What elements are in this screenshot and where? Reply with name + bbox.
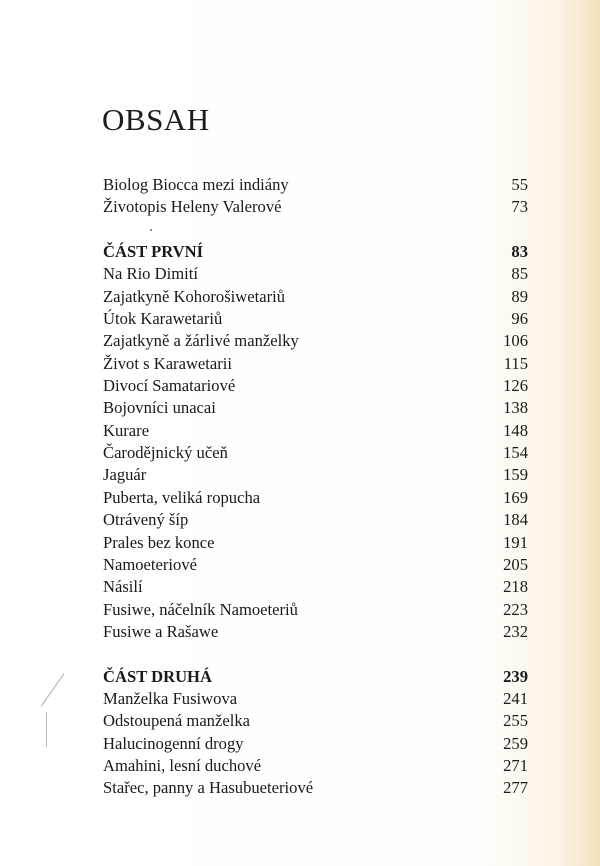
page-title: OBSAH — [102, 102, 210, 137]
entry-page-number: 218 — [503, 577, 528, 597]
entry-title: Násilí — [103, 577, 143, 597]
entry-page-number: 241 — [503, 688, 528, 708]
entry-page-number: 55 — [511, 175, 528, 194]
toc-entry — [103, 755, 528, 777]
entry-page-number: 126 — [503, 376, 528, 396]
toc-entry — [103, 330, 528, 352]
entry-title: Puberta, veliká ropucha — [103, 487, 261, 507]
toc-entry — [103, 688, 528, 710]
entry-page-number: 191 — [503, 532, 528, 552]
entry-title: Život s Karawetarii — [103, 353, 233, 373]
toc-entry — [103, 621, 528, 643]
table-of-contents — [103, 174, 528, 800]
entry-page-number: 239 — [503, 666, 528, 686]
entry-title: Manželka Fusiwova — [103, 688, 238, 708]
scan-scratch — [41, 673, 65, 706]
part-two-section — [103, 666, 528, 800]
part-heading — [103, 666, 528, 688]
intro-section — [103, 174, 528, 219]
entry-title: Amahini, lesní duchové — [103, 755, 262, 775]
entry-page-number: 138 — [503, 398, 528, 418]
toc-entry — [103, 599, 528, 621]
entry-page-number: 159 — [503, 465, 528, 485]
entry-title: Divocí Samatariové — [103, 376, 236, 396]
entry-page-number: 73 — [511, 197, 528, 217]
section-gap — [103, 643, 528, 665]
entry-page-number: 232 — [503, 621, 528, 641]
toc-entry — [103, 733, 528, 755]
toc-entry — [103, 487, 528, 509]
toc-entry — [103, 554, 528, 576]
section-gap — [103, 219, 528, 241]
entry-title: Útok Karawetariů — [103, 309, 223, 329]
entry-title: Jaguár — [103, 465, 147, 485]
entry-page-number: 148 — [503, 420, 528, 440]
entry-page-number: 277 — [503, 778, 528, 798]
toc-entry — [103, 174, 528, 196]
entry-page-number: 89 — [511, 286, 528, 306]
entry-page-number: 255 — [503, 711, 528, 731]
entry-page-number: 83 — [511, 242, 528, 262]
entry-title: Otrávený šíp — [103, 510, 189, 530]
entry-title: Stařec, panny a Hasubueteriové — [103, 778, 314, 798]
toc-entry — [103, 576, 528, 598]
toc-entry — [103, 286, 528, 308]
toc-entry — [103, 375, 528, 397]
entry-title: Bojovníci unacai — [103, 398, 216, 418]
entry-page-number: 96 — [511, 309, 528, 329]
toc-entry — [103, 196, 528, 218]
entry-title: Zajatkyně a žárlivé manželky — [103, 331, 299, 351]
part-heading — [103, 241, 528, 263]
entry-page-number: 184 — [503, 510, 528, 530]
entry-title: Fusiwe a Rašawe — [103, 621, 219, 641]
entry-title: Zajatkyně Kohorošiwetariů — [103, 286, 286, 306]
entry-page-number: 85 — [511, 264, 528, 284]
part-one-section — [103, 241, 528, 643]
toc-entry — [103, 777, 528, 799]
entry-title: Halucinogenní drogy — [103, 733, 244, 753]
entry-page-number: 271 — [503, 755, 528, 775]
toc-entry — [103, 308, 528, 330]
entry-title: Na Rio Dimití — [103, 264, 198, 284]
entry-page-number: 259 — [503, 733, 528, 753]
entry-title: Fusiwe, náčelník Namoeteriů — [103, 599, 298, 619]
scan-scratch — [46, 712, 47, 747]
entry-page-number: 106 — [503, 331, 528, 351]
entry-title: Prales bez konce — [103, 532, 215, 552]
toc-entry — [103, 532, 528, 554]
toc-entry — [103, 710, 528, 732]
toc-entry — [103, 397, 528, 419]
entry-title: Čarodějnický učeň — [103, 443, 228, 463]
entry-title: Kurare — [103, 420, 150, 440]
toc-entry — [103, 353, 528, 375]
entry-title: Biolog Biocca mezi indiány — [103, 175, 289, 194]
entry-page-number: 154 — [503, 443, 528, 463]
entry-title: Odstoupená manželka — [103, 711, 250, 731]
scan-speck — [150, 229, 152, 231]
toc-entry — [103, 509, 528, 531]
toc-entry — [103, 263, 528, 285]
entry-page-number: 115 — [503, 353, 528, 373]
entry-title: Životopis Heleny Valerové — [103, 197, 282, 217]
entry-page-number: 205 — [503, 554, 528, 574]
toc-entry — [103, 420, 528, 442]
entry-title: ČÁST DRUHÁ — [103, 666, 212, 686]
entry-page-number: 223 — [503, 599, 528, 619]
toc-entry — [103, 442, 528, 464]
entry-page-number: 169 — [503, 487, 528, 507]
toc-entry — [103, 464, 528, 486]
entry-title: Namoeteriové — [103, 554, 197, 574]
entry-title: ČÁST PRVNÍ — [103, 242, 204, 262]
